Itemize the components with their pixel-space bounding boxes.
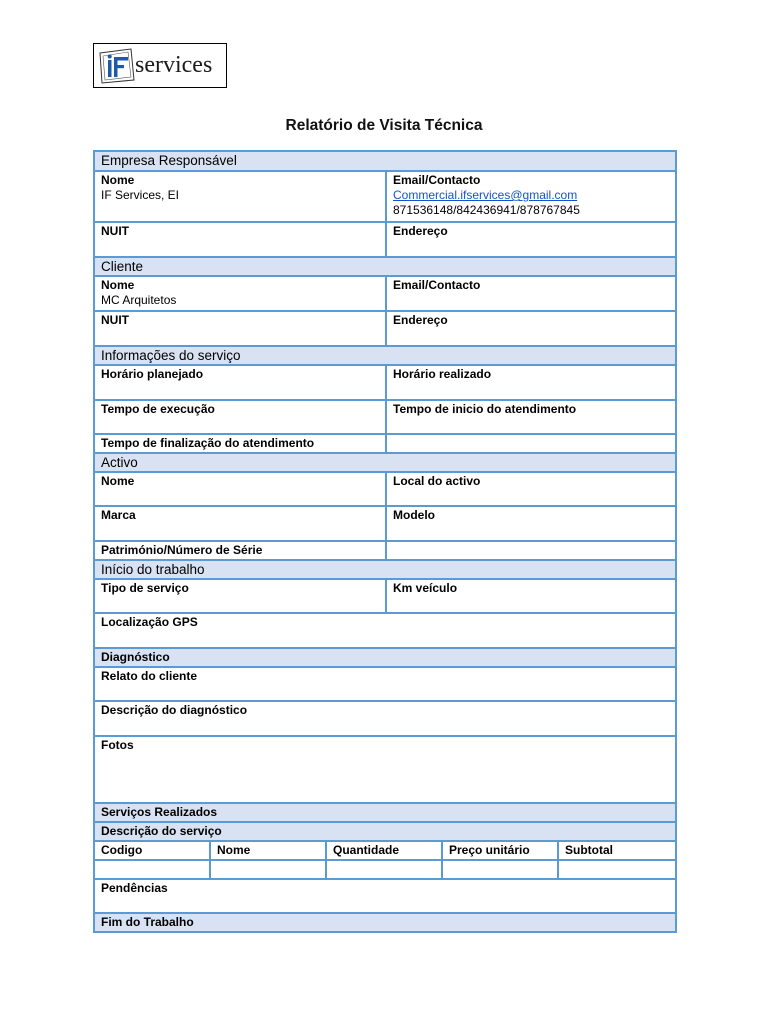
- activo-local-label: Local do activo: [393, 474, 481, 488]
- descricao-servico-header: Descrição do serviço: [94, 822, 676, 841]
- column-header-quantidade: Quantidade: [326, 841, 442, 860]
- column-header-subtotal: Subtotal: [558, 841, 676, 860]
- fotos-label: Fotos: [101, 738, 134, 752]
- empresa-phone-value: 871536148/842436941/878767845: [393, 203, 580, 217]
- section-cliente: Cliente: [94, 257, 676, 276]
- tempo-inicio-cell[interactable]: [386, 400, 676, 434]
- section-servicos-realizados: Serviços Realizados: [94, 803, 676, 822]
- empresa-endereco-cell[interactable]: [386, 222, 676, 257]
- empresa-nome-cell[interactable]: [94, 171, 386, 222]
- localizacao-gps-label: Localização GPS: [101, 615, 198, 629]
- horario-planejado-label: Horário planejado: [101, 367, 204, 381]
- activo-modelo-label: Modelo: [393, 508, 435, 522]
- km-veiculo-label: Km veículo: [393, 581, 458, 595]
- empresa-email-cell[interactable]: [386, 171, 676, 222]
- cliente-email-cell[interactable]: [386, 276, 676, 311]
- empresa-nuit-label: NUIT: [101, 224, 129, 238]
- section-inicio: Início do trabalho: [94, 560, 676, 579]
- cliente-nuit-cell[interactable]: [94, 311, 386, 346]
- cliente-endereco-cell[interactable]: [386, 311, 676, 346]
- activo-patrimonio-label: Património/Número de Série: [101, 543, 263, 557]
- table-row: [94, 860, 676, 879]
- activo-modelo-cell[interactable]: [386, 506, 676, 541]
- preco-input-cell[interactable]: [442, 860, 558, 879]
- empresa-email-label: Email/Contacto: [393, 173, 481, 187]
- section-servico: Informações do serviço: [94, 346, 676, 365]
- subtotal-input-cell[interactable]: [558, 860, 676, 879]
- empresa-nome-value: IF Services, EI: [101, 188, 180, 202]
- nome-input-cell[interactable]: [210, 860, 326, 879]
- logo-emblem-icon: [97, 47, 137, 85]
- section-empresa: Empresa Responsável: [94, 151, 676, 171]
- tempo-finalizacao-cell[interactable]: [94, 434, 386, 453]
- column-header-preco: Preço unitário: [442, 841, 558, 860]
- horario-realizado-label: Horário realizado: [393, 367, 492, 381]
- pendencias-cell[interactable]: [94, 879, 676, 913]
- activo-marca-label: Marca: [101, 508, 136, 522]
- document-title: Relatório de Visita Técnica: [285, 117, 483, 134]
- horario-realizado-cell[interactable]: [386, 365, 676, 400]
- descricao-diagnostico-label: Descrição do diagnóstico: [101, 703, 248, 717]
- cliente-nome-cell[interactable]: [94, 276, 386, 311]
- empresa-nome-label: Nome: [101, 173, 135, 187]
- section-fim-trabalho: Fim do Trabalho: [94, 913, 676, 932]
- cliente-nome-label: Nome: [101, 278, 135, 292]
- empresa-endereco-label: Endereço: [393, 224, 448, 238]
- quantidade-input-cell[interactable]: [326, 860, 442, 879]
- tipo-servico-label: Tipo de serviço: [101, 581, 189, 595]
- fotos-cell[interactable]: [94, 736, 676, 803]
- tempo-execucao-label: Tempo de execução: [101, 402, 215, 416]
- column-header-codigo: Codigo: [94, 841, 210, 860]
- activo-marca-cell[interactable]: [94, 506, 386, 541]
- km-veiculo-cell[interactable]: [386, 579, 676, 613]
- descricao-diagnostico-cell[interactable]: [94, 701, 676, 736]
- tipo-servico-cell[interactable]: [94, 579, 386, 613]
- tempo-inicio-label: Tempo de inicio do atendimento: [393, 402, 577, 416]
- pendencias-label: Pendências: [101, 881, 168, 895]
- activo-local-cell[interactable]: [386, 472, 676, 506]
- cliente-nome-value: MC Arquitetos: [101, 293, 177, 307]
- logo-wordmark: services: [135, 52, 213, 78]
- activo-patrimonio-cell[interactable]: [94, 541, 386, 560]
- activo-nome-cell[interactable]: [94, 472, 386, 506]
- tempo-execucao-cell[interactable]: [94, 400, 386, 434]
- report-form: [93, 150, 677, 933]
- cliente-email-label: Email/Contacto: [393, 278, 481, 292]
- tempo-finalizacao-value-cell[interactable]: [386, 434, 676, 453]
- section-diagnostico: Diagnóstico: [94, 648, 676, 667]
- company-logo: [93, 43, 227, 88]
- empresa-email-link[interactable]: Commercial.ifservices@gmail.com: [393, 188, 578, 202]
- localizacao-gps-cell[interactable]: [94, 613, 676, 648]
- horario-planejado-cell[interactable]: [94, 365, 386, 400]
- codigo-input-cell[interactable]: [94, 860, 210, 879]
- tempo-finalizacao-label: Tempo de finalização do atendimento: [101, 436, 315, 450]
- section-activo: Activo: [94, 453, 676, 472]
- cliente-endereco-label: Endereço: [393, 313, 448, 327]
- activo-patrimonio-value-cell[interactable]: [386, 541, 676, 560]
- empresa-nuit-cell[interactable]: [94, 222, 386, 257]
- relato-cliente-label: Relato do cliente: [101, 669, 198, 683]
- column-header-nome: Nome: [210, 841, 326, 860]
- cliente-nuit-label: NUIT: [101, 313, 129, 327]
- relato-cliente-cell[interactable]: [94, 667, 676, 701]
- activo-nome-label: Nome: [101, 474, 135, 488]
